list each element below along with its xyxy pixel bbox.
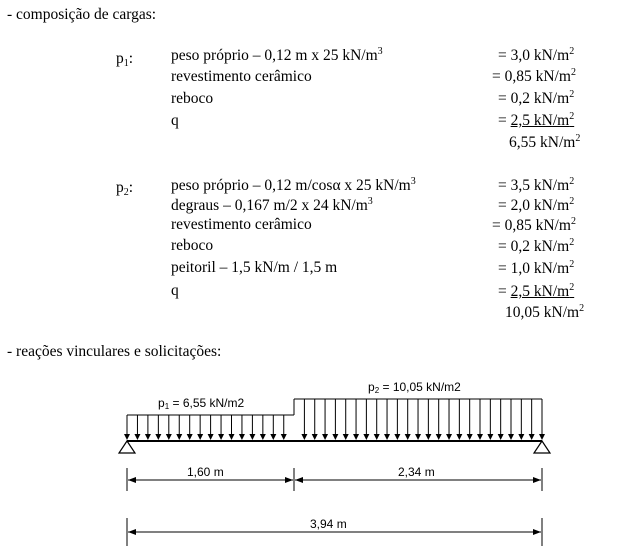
span1-length: 1,60 m: [187, 465, 224, 479]
load-p1-arrow-head: [155, 434, 161, 440]
load-p2-arrow-head: [518, 434, 524, 440]
total-span-length: 3,94 m: [310, 517, 347, 531]
load-p2-arrow-head: [343, 434, 349, 440]
load-p2-arrow-head: [436, 434, 442, 440]
load-p2-arrow-head: [456, 434, 462, 440]
load-p2-arrows: [301, 399, 545, 440]
load-p1-arrow-head: [249, 434, 255, 440]
p1-total: 6,55 $kN/m^2$: [509, 133, 581, 151]
right-support-pin: [534, 441, 550, 453]
p2-label-letter: p: [116, 179, 124, 196]
load-p2-label: $p_2 = 10,05$ kN/m2: [368, 380, 461, 395]
load-p1-arrow-head: [208, 434, 214, 440]
p1-row-2-value: = 0,2 $kN/m^2$: [498, 89, 575, 107]
p2-row-5-desc: q: [171, 282, 179, 299]
section-heading-load-composition: - composição de cargas:: [7, 6, 157, 23]
load-p1-arrow-head: [260, 434, 266, 440]
load-p2-arrow-head: [405, 434, 411, 440]
load-p2-arrow-head: [363, 434, 369, 440]
span2-length: 2,34 m: [398, 465, 435, 479]
p1-row-1-desc: revestimento cerâmico: [171, 68, 312, 85]
p2-label-colon: :: [128, 179, 134, 196]
p1-row-0-desc: peso próprio – 0,12 m x 25 $kN/m^3$: [171, 46, 383, 64]
p2-row-2-value: = 0,85 $kN/m^2$: [492, 216, 576, 234]
load-p1-arrow-head: [166, 434, 172, 440]
p2-total: 10,05 $kN/m^2$: [505, 303, 585, 321]
load-p2-arrow-head: [394, 434, 400, 440]
load-p2-arrow-head: [498, 434, 504, 440]
p1-row-2-desc: reboco: [171, 90, 214, 107]
p1-label-sub: 1: [123, 58, 129, 69]
load-p1-arrow-head: [187, 434, 193, 440]
p2-row-2-desc: revestimento cerâmico: [171, 216, 312, 233]
load-p1-arrow-head: [197, 434, 203, 440]
p1-row-3-desc: q: [171, 112, 179, 129]
load-p2-arrow-head: [477, 434, 483, 440]
load-p2-arrow-head: [467, 434, 473, 440]
load-p1-arrows: [124, 415, 287, 440]
load-p1-arrow-head: [218, 434, 224, 440]
p1-row-3-value: = 2,5 $kN/m^2$: [498, 111, 575, 129]
p2-row-0-desc: peso próprio – 0,12 m/cosα x 25 $kN/m^3$: [171, 176, 416, 194]
p2-row-4-value: = 1,0 $kN/m^2$: [498, 259, 575, 277]
load-p1-arrow-head: [281, 434, 287, 440]
p1-row-0-value: = 3,0 $kN/m^2$: [498, 46, 575, 64]
p1-row-1-value: = 0,85 $kN/m^2$: [492, 67, 576, 85]
p2-row-5-value: = 2,5 $kN/m^2$: [498, 282, 575, 300]
load-p2-arrow-head: [446, 434, 452, 440]
left-support-pin: [119, 441, 135, 453]
load-p2-arrow-head: [353, 434, 359, 440]
section-heading-reactions: - reações vinculares e solicitações:: [7, 343, 222, 360]
load-p2-arrow-head: [508, 434, 514, 440]
load-p2-arrow-head: [415, 434, 421, 440]
load-p1-arrow-head: [145, 434, 151, 440]
load-p1-arrow-head: [134, 434, 140, 440]
load-p2-arrow-head: [312, 434, 318, 440]
load-p1-arrow-head: [176, 434, 182, 440]
load-p2-arrow-head: [384, 434, 390, 440]
p1-label-colon: :: [128, 50, 134, 67]
load-p2-arrow-head: [539, 434, 545, 440]
load-p2-arrow-head: [487, 434, 493, 440]
load-p2-arrow-head: [425, 434, 431, 440]
load-p2-arrow-head: [529, 434, 535, 440]
p2-row-4-desc: peitoril – 1,5 kN/m / 1,5 m: [171, 259, 338, 276]
load-p2-arrow-head: [332, 434, 338, 440]
load-p2-arrow-head: [322, 434, 328, 440]
load-p1-arrow-head: [270, 434, 276, 440]
p1-label-letter: p: [116, 50, 124, 67]
p2-row-3-desc: reboco: [171, 237, 214, 254]
p2-row-1-desc: degraus – 0,167 m/2 x 24 $kN/m^3$: [171, 196, 373, 214]
p2-row-0-value: = 3,5 $kN/m^2$: [498, 176, 575, 194]
load-p1-arrow-head: [229, 434, 235, 440]
load-p1-arrow-head: [124, 434, 130, 440]
load-p2-arrow-head: [301, 434, 307, 440]
p2-row-1-value: = 2,0 $kN/m^2$: [498, 196, 575, 214]
p2-label-sub: 2: [123, 187, 129, 198]
load-p1-arrow-head: [239, 434, 245, 440]
load-p2-arrow-head: [374, 434, 380, 440]
p2-row-3-value: = 0,2 $kN/m^2$: [498, 237, 575, 255]
load-p1-label: $p_1 = 6,55$ kN/m2: [158, 396, 245, 411]
